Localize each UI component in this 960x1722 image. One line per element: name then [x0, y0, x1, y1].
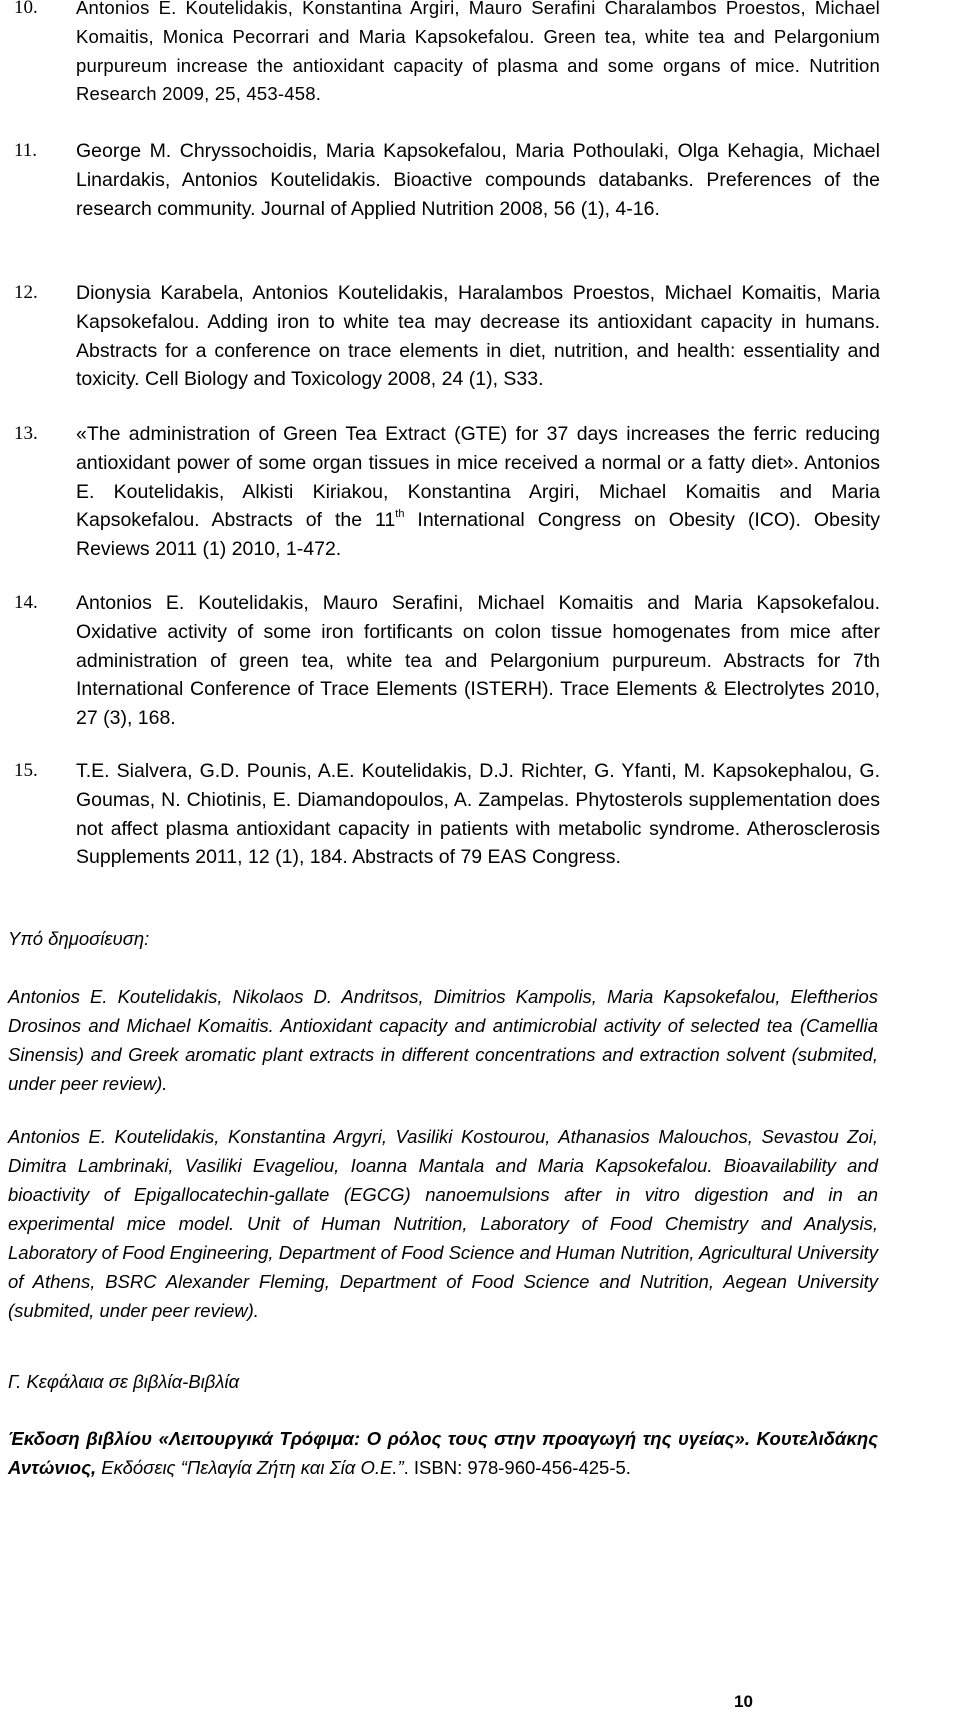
book-isbn: . ISBN: 978-960-456-425-5.: [403, 1457, 631, 1478]
reference-text: George M. Chryssochoidis, Maria Kapsokefalou, Maria Pothoulaki, Olga Kehagia, Michael Linardakis, Antonios Koutelidakis. Bioactive compounds databanks. Preferences of the research community. Journal of Applied Nutrition 2008, 56 (1), 4-16.: [76, 140, 880, 220]
reference-text: T.E. Sialvera, G.D. Pounis, A.E. Koutelidakis, D.J. Richter, G. Yfanti, M. Kapsokephalou, G. Goumas, N. Chiotinis, E. Diamandopoulos, A. Zampelas. Phytosterols supplementation does not affect plasma antioxidant capacity in patients with metabolic syndrome. Atherosclerosis Supplements 2011, 12 (1), 184. Abstracts of 79 EAS Congress.: [76, 760, 880, 869]
ordinal-superscript: th: [395, 508, 405, 521]
reference-number: 11.: [14, 140, 38, 161]
book-author: Κουτελιδάκης Αντώνιος,: [8, 1428, 879, 1478]
reference-text: [76, 420, 880, 564]
reference-13: [14, 420, 880, 564]
reference-11: [14, 137, 880, 223]
reference-text-part: International Congress on Obesity (ICO). Obesity Reviews 2011 (1) 2010, 1-472.: [76, 509, 880, 561]
submitted-paper-2: Antonios E. Koutelidakis, Konstantina Argyri, Vasiliki Kostourou, Athanasios Malouchos, Sevastou Zoi, Dimitra Lambrinaki, Vasiliki Evageliou, Ioanna Mantala and Maria Kapsokefalou. Bioavailability and bioactivity of Epigallocatechin-gallate (EGCG) nanoemulsions after in vitro digestion and in an experimental mice model. Unit of Human Nutrition, Laboratory of Food Chemistry and Analysis, Laboratory of Food Engineering, Department of Food Science and Human Nutrition, Agricultural University of Athens, BSRC Alexander Fleming, Department of Food Science and Nutrition, Aegean University (submited, under peer review).: [8, 1126, 878, 1321]
reference-14: [14, 589, 880, 733]
reference-text: Antonios E. Koutelidakis, Konstantina Argiri, Mauro Serafini Charalambos Proestos, Michael Komaitis, Monica Pecorrari and Maria Kapsokefalou. Green tea, white tea and Pelargonium purpureum increase the antioxidant capacity of plasma and some organs of mice. Nutrition Research 2009, 25, 453-458.: [76, 0, 880, 105]
reference-10: [14, 0, 880, 109]
page-number: 10: [734, 1692, 753, 1711]
reference-number: 13.: [14, 423, 38, 444]
reference-12: [14, 279, 880, 394]
book-entry: [8, 1424, 878, 1482]
reference-number: 14.: [14, 592, 38, 613]
reference-number: 15.: [14, 760, 38, 781]
chapters-heading: Γ. Κεφάλαια σε βιβλία-Βιβλία: [8, 1371, 240, 1392]
reference-number: 10.: [14, 0, 38, 18]
submitted-heading: Υπό δημοσίευση:: [8, 928, 150, 949]
submitted-paper-1: Antonios E. Koutelidakis, Nikolaos D. Andritsos, Dimitrios Kampolis, Maria Kapsokefalou, Eleftherios Drosinos and Michael Komaitis. Antioxidant capacity and antimicrobial activity of selected tea (Camellia Sinensis) and Greek aromatic plant extracts in different concentrations and extraction solvent (submited, under peer review).: [8, 986, 878, 1094]
reference-text: Antonios E. Koutelidakis, Mauro Serafini, Michael Komaitis and Maria Kapsokefalou. Oxidative activity of some iron fortificants on colon tissue homogenates from mice after administration of green tea, white tea and Pelargonium purpureum. Abstracts for 7th International Conference of Trace Elements (ISTERH). Trace Elements & Electrolytes 2010, 27 (3), 168.: [76, 592, 880, 730]
reference-15: [14, 757, 880, 872]
book-publisher: Εκδόσεις “Πελαγία Ζήτη και Σία Ο.Ε.”: [96, 1457, 404, 1478]
reference-text: Dionysia Karabela, Antonios Koutelidakis, Haralambos Proestos, Michael Komaitis, Maria Kapsokefalou. Adding iron to white tea may decrease its antioxidant capacity in humans. Abstracts for a conference on trace elements in diet, nutrition, and health: essentiality and toxicity. Cell Biology and Toxicology 2008, 24 (1), S33.: [76, 282, 880, 391]
reference-number: 12.: [14, 282, 38, 303]
reference-text-part: «The administration of Green Tea Extract (GTE) for 37 days increases the ferric reducing antioxidant power of some organ tissues in mice received a normal or a fatty diet». Antonios E. Koutelidakis, Alkisti Kiriakou, Konstantina Argiri, Michael Komaitis and Maria Kapsokefalou. Abstracts of the 11: [76, 423, 880, 532]
book-title: Έκδοση βιβλίου «Λειτουργικά Τρόφιμα: Ο ρόλος τους στην προαγωγή της υγείας».: [8, 1428, 750, 1449]
